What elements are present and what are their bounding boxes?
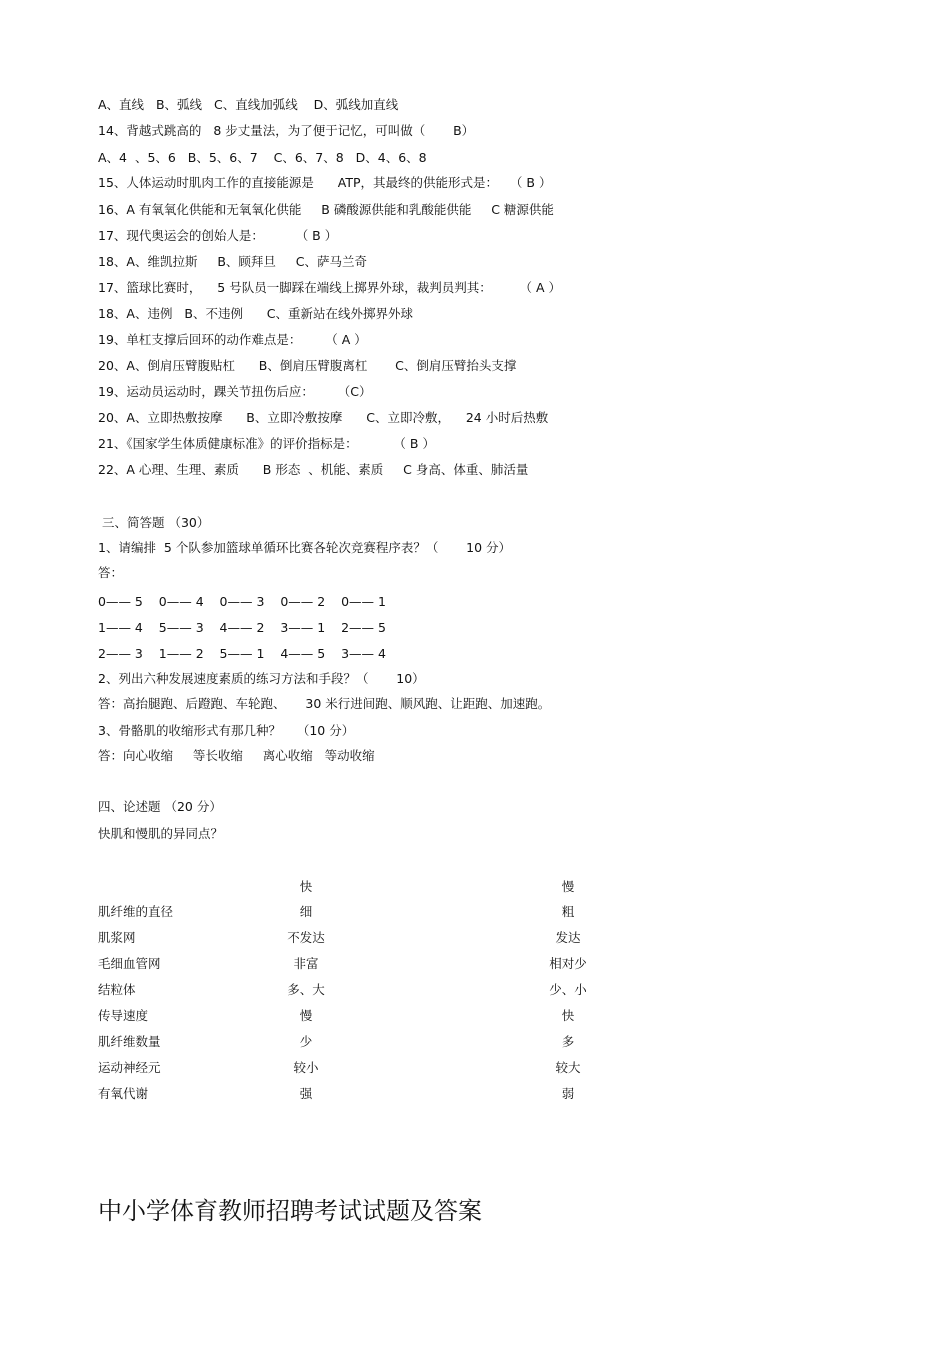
question-line: 1、请编排 5 个队参加篮球单循环比赛各轮次竞赛程序表？（ 10 分）	[98, 540, 512, 555]
table-row: 肌纤维数量 少 多	[98, 1034, 575, 1049]
question-line: 17、篮球比赛时， 5 号队员一脚踩在端线上掷界外球，裁判员判其： （ A ）	[98, 280, 562, 295]
question-line: A、直线 B、弧线 C、直线加弧线 D、弧线加直线	[98, 97, 399, 112]
table-row: 运动神经元 较小 较大	[98, 1060, 581, 1075]
question-line: 19、运动员运动时，踝关节扭伤后应： （C）	[98, 384, 372, 399]
question-line: 20、A、立即热敷按摩 B、立即冷敷按摩 C、立即冷敷， 24 小时后热敷	[98, 410, 549, 425]
question-line: 19、单杠支撑后回环的动作难点是： （ A ）	[98, 332, 367, 347]
answer-label: 答：	[98, 565, 124, 580]
schedule-round: 0—— 5 0—— 4 0—— 3 0—— 2 0—— 1	[98, 594, 386, 609]
question-line: 16、A 有氧氧化供能和无氧氧化供能 B 磷酸源供能和乳酸能供能 C 糖源供能	[98, 202, 554, 217]
table-cell: 肌纤维的直径	[98, 904, 174, 919]
question-line: 18、A、维凯拉斯 B、顾拜旦 C、萨马兰奇	[98, 254, 367, 269]
answer-line: 答：高抬腿跑、后蹬跑、车轮跑、 30 米行进间跑、顺风跑、让距跑、加速跑。	[98, 696, 551, 711]
question-line: 14、背越式跳高的 8 步丈量法，为了便于记忆，可叫做（ B）	[98, 123, 475, 138]
table-cell: 传导速度	[98, 1008, 149, 1023]
table-row: 毛细血管网 非富 相对少	[98, 956, 587, 971]
table-cell: 有氧代谢	[98, 1086, 149, 1101]
table-cell: 肌浆网	[98, 930, 136, 945]
section-heading: 三、简答题 （30）	[98, 515, 210, 530]
question-line: 18、A、违例 B、不违例 C、重新站在线外掷界外球	[98, 306, 414, 321]
document-title: 中小学体育教师招聘考试试题及答案	[98, 1197, 482, 1225]
question-line: 17、现代奥运会的创始人是： （ B ）	[98, 228, 338, 243]
question-line: 21、《国家学生体质健康标准》的评价指标是： （ B ）	[98, 436, 435, 451]
table-cell: 毛细血管网	[98, 956, 161, 971]
schedule-round: 2—— 3 1—— 2 5—— 1 4—— 5 3—— 4	[98, 646, 386, 661]
question-line: A、4 、5、6 B、5、6、7 C、6、7、8 D、4、6、8	[98, 150, 427, 165]
question-line: 20、A、倒肩压臂腹贴杠 B、倒肩压臂腹离杠 C、倒肩压臂抬头支撑	[98, 358, 517, 373]
question-line: 15、人体运动时肌肉工作的直接能源是 ATP，其最终的供能形式是： （ B ）	[98, 175, 552, 190]
schedule-round: 1—— 4 5—— 3 4—— 2 3—— 1 2—— 5	[98, 620, 386, 635]
answer-line: 答：向心收缩 等长收缩 离心收缩 等动收缩	[98, 748, 375, 763]
table-row: 结粒体 多、大 少、小	[98, 982, 587, 997]
section-heading: 四、论述题 （20 分）	[98, 799, 222, 814]
table-row: 传导速度 慢 快	[98, 1008, 575, 1023]
table-row: 有氧代谢 强 弱	[98, 1086, 575, 1101]
table-cell: 运动神经元	[98, 1060, 161, 1075]
table-row: 肌浆网 不发达 发达	[98, 930, 581, 945]
question-line: 22、A 心理、生理、素质 B 形态 、机能、素质 C 身高、体重、肺活量	[98, 462, 529, 477]
question-line: 2、列出六种发展速度素质的练习方法和手段？（ 10）	[98, 671, 425, 686]
question-line: 快肌和慢肌的异同点？	[98, 826, 224, 841]
table-cell: 结粒体	[98, 982, 136, 997]
table-cell: 肌纤维数量	[98, 1034, 161, 1049]
table-row: 肌纤维的直径 细 粗	[98, 904, 575, 919]
question-line: 3、骨骼肌的收缩形式有那几种？ （10 分）	[98, 723, 355, 738]
table-header-row: 快 慢	[299, 879, 575, 894]
